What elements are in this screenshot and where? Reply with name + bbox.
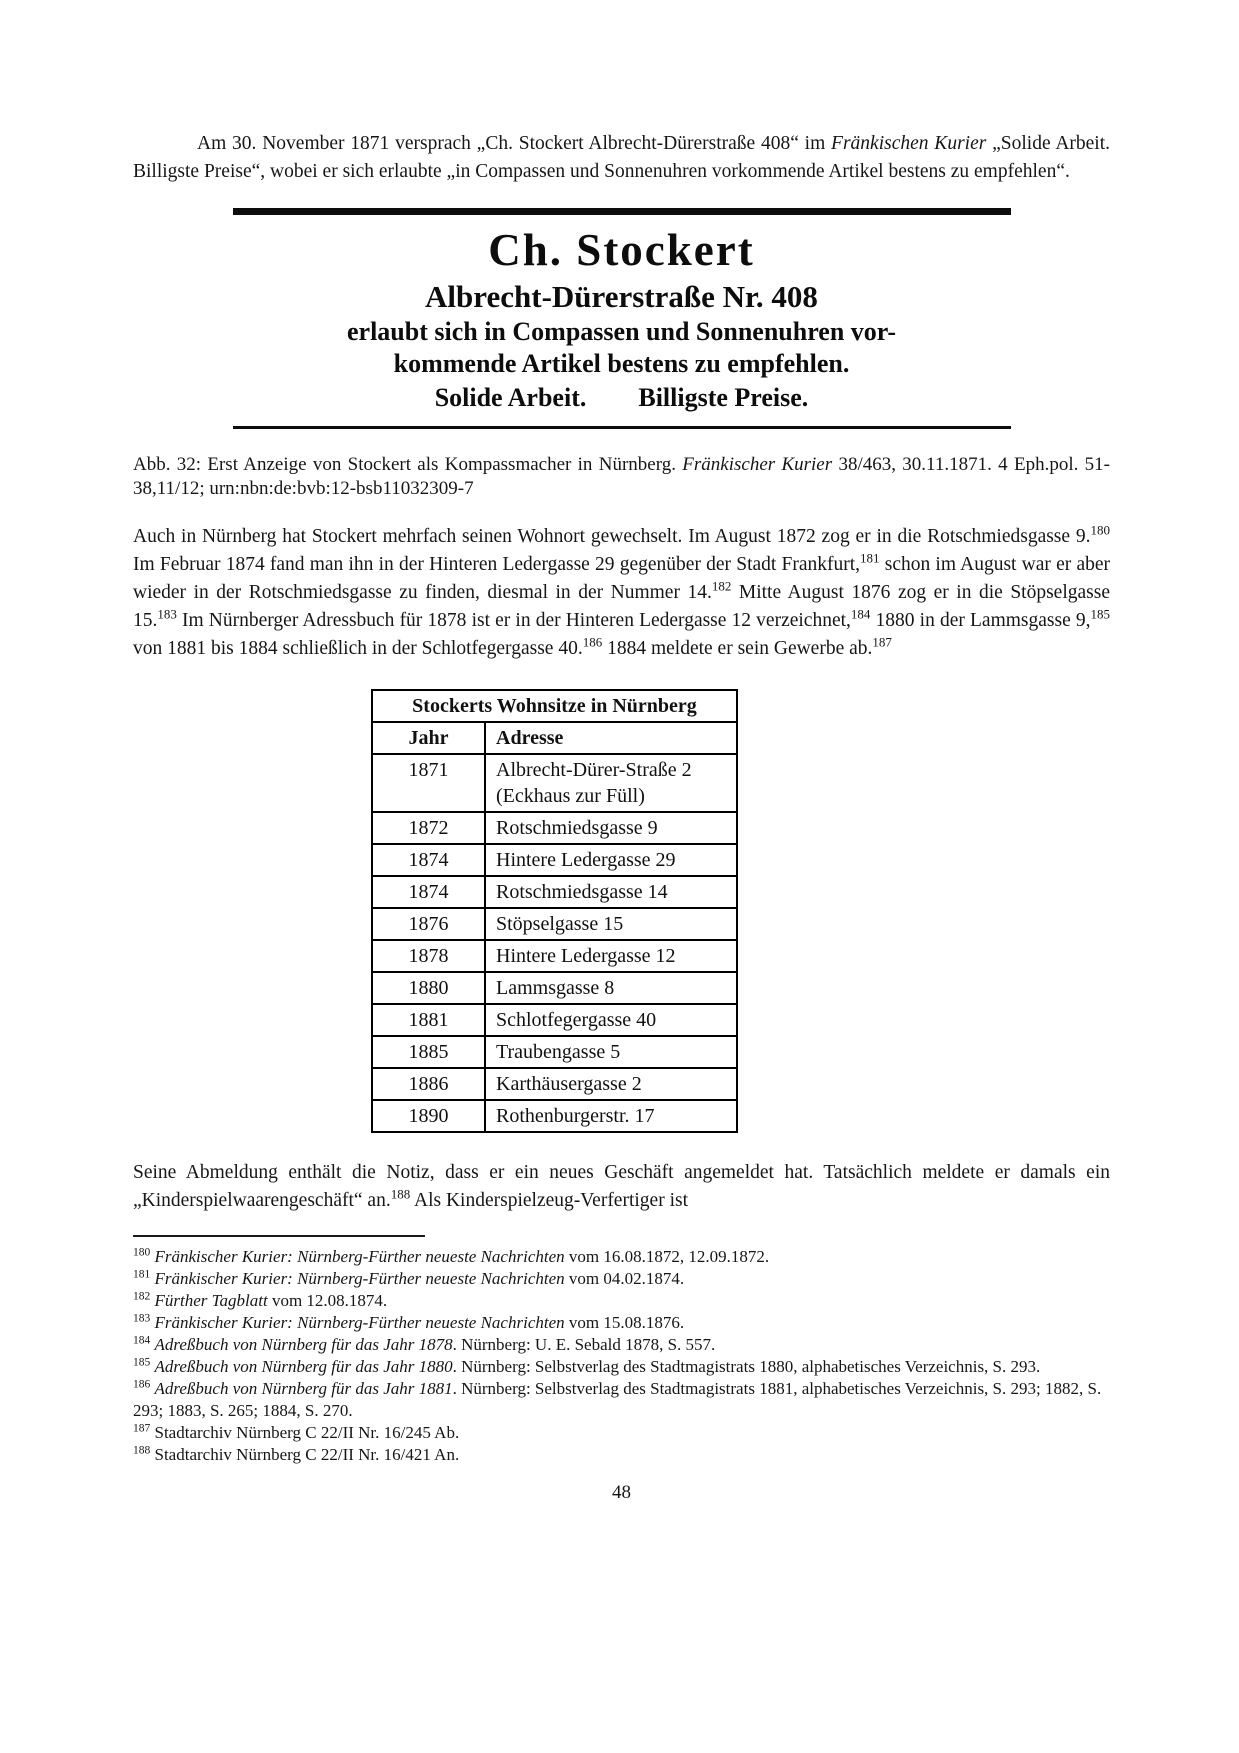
footnotes-section xyxy=(133,1246,1110,1466)
page-number: 48 xyxy=(612,1482,631,1504)
ad-body-line-1: erlaubt sich in Compassen und Sonnenuhren vor- xyxy=(346,316,897,346)
text-segment: Seine Abmeldung enthält die Notiz, dass er ein neues Geschäft angemeldet hat. Tatsächlich meldete er damals ein „Kinderspielwaarengeschäft“ an. xyxy=(133,1162,1110,1212)
table-title: Stockerts Wohnsitze in Nürnberg xyxy=(372,690,737,722)
table-header-row xyxy=(372,722,737,754)
text-segment: Im Februar 1874 fand man ihn in der Hinteren Ledergasse 29 gegenüber der Stadt Frankfurt, xyxy=(133,554,861,576)
footnote-italic: Adreßbuch von Nürnberg für das Jahr 1880 xyxy=(154,1357,453,1377)
paragraph-residences xyxy=(133,523,1110,663)
footnote-number: 184 xyxy=(133,1334,151,1347)
caption-reference: 38/463, 30.11.1871. 4 Eph.pol. 51-38,11/12; urn:nbn:de:bvb:12-bsb11032309-7 xyxy=(133,454,1110,500)
footnote-text: vom 12.08.1874. xyxy=(267,1291,388,1311)
ad-body-line-2: kommende Artikel bestens zu empfehlen. xyxy=(393,349,850,379)
footnote-italic: Fürther Tagblatt xyxy=(154,1291,268,1311)
footnote-text: Stadtarchiv Nürnberg C 22/II Nr. 16/245 Ab. xyxy=(154,1423,460,1443)
ad-slogan-line xyxy=(239,381,1005,415)
footnote-text: Stadtarchiv Nürnberg C 22/II Nr. 16/421 An. xyxy=(154,1445,460,1465)
year-cell: 1872 xyxy=(372,812,485,844)
footnote-187 xyxy=(133,1422,1110,1444)
column-header-year: Jahr xyxy=(372,722,485,754)
column-header-address: Adresse xyxy=(485,722,737,754)
table-row xyxy=(372,1100,737,1132)
address-cell: Stöpselgasse 15 xyxy=(485,908,737,940)
footnote-ref-185: 185 xyxy=(1090,606,1110,622)
year-cell: 1890 xyxy=(372,1100,485,1132)
footnote-text: . Nürnberg: Selbstverlag des Stadtmagistrats 1880, alphabetisches Verzeichnis, S. 293. xyxy=(452,1357,1041,1377)
ad-slogan-left: Solide Arbeit. xyxy=(434,382,587,412)
residences-table xyxy=(371,689,738,1133)
footnote-separator-rule xyxy=(133,1235,425,1237)
italic-title-fraenkischer-kurier: Fränkischen Kurier xyxy=(831,133,987,154)
caption-text: Abb. 32: Erst Anzeige von Stockert als Kompassmacher in Nürnberg. xyxy=(133,454,683,476)
text-segment: von 1881 bis 1884 schließlich in der Schlotfegergasse 40. xyxy=(133,638,583,660)
footnote-number: 188 xyxy=(133,1444,151,1457)
footnote-number: 185 xyxy=(133,1356,151,1369)
paragraph-intro xyxy=(133,130,1110,186)
text-segment: Am 30. November 1871 versprach „Ch. Stockert Albrecht-Dürerstraße 408“ im xyxy=(197,133,832,154)
footnote-ref-182: 182 xyxy=(711,578,732,594)
footnote-italic: Fränkischer Kurier: Nürnberg-Fürther neueste Nachrichten xyxy=(154,1247,565,1267)
text-segment: 1884 meldete er sein Gewerbe ab. xyxy=(602,638,873,660)
footnote-ref-184: 184 xyxy=(850,606,871,622)
footnote-italic: Adreßbuch von Nürnberg für das Jahr 1878 xyxy=(154,1335,453,1355)
figure-caption xyxy=(133,453,1110,501)
paragraph-closing xyxy=(133,1159,1110,1215)
footnote-text: vom 15.08.1876. xyxy=(564,1313,685,1333)
footnote-ref-183: 183 xyxy=(157,606,177,622)
text-segment: schon im August war er aber wieder in der Rotschmiedsgasse zu finden, diesmal in der Nummer 14. xyxy=(133,554,1110,604)
text-segment: Im Nürnberger Adressbuch für 1878 ist er in der Hinteren Ledergasse 12 verzeichnet, xyxy=(176,610,851,632)
footnote-186 xyxy=(133,1378,1110,1422)
address-cell: Hintere Ledergasse 12 xyxy=(485,940,737,972)
table-row xyxy=(372,1036,737,1068)
table-row xyxy=(372,972,737,1004)
ad-headline: Ch. Stockert xyxy=(488,225,755,275)
footnote-text: vom 16.08.1872, 12.09.1872. xyxy=(564,1247,770,1267)
year-cell: 1874 xyxy=(372,844,485,876)
footnote-text: . Nürnberg: U. E. Sebald 1878, S. 557. xyxy=(452,1335,716,1355)
table-row xyxy=(372,1004,737,1036)
address-cell: Rotschmiedsgasse 14 xyxy=(485,876,737,908)
footnote-ref-186: 186 xyxy=(582,634,603,650)
address-cell: Hintere Ledergasse 29 xyxy=(485,844,737,876)
footnote-ref-181: 181 xyxy=(860,550,880,566)
table-row xyxy=(372,754,737,812)
table-row xyxy=(372,1068,737,1100)
text-segment: 1880 in der Lammsgasse 9, xyxy=(870,610,1091,632)
year-cell: 1874 xyxy=(372,876,485,908)
table-row xyxy=(372,876,737,908)
address-cell: Lammsgasse 8 xyxy=(485,972,737,1004)
newspaper-advertisement-figure xyxy=(233,208,1011,429)
year-cell: 1886 xyxy=(372,1068,485,1100)
text-segment: Als Kinderspielzeug-Verfertiger ist xyxy=(410,1190,688,1212)
footnote-text: . Nürnberg: Selbstverlag des Stadtmagistrats 1881, alphabetisches Verzeichnis, S. 293; 1882, S. 293; 1883, S. 265; 1884, S. 270. xyxy=(133,1379,1102,1421)
year-cell: 1878 xyxy=(372,940,485,972)
year-cell: 1871 xyxy=(372,754,485,812)
table-title-row xyxy=(372,690,737,722)
footnote-number: 183 xyxy=(133,1312,151,1325)
footnote-ref-188: 188 xyxy=(390,1186,411,1202)
footnote-184 xyxy=(133,1334,1110,1356)
footnote-number: 187 xyxy=(133,1422,151,1435)
year-cell: 1876 xyxy=(372,908,485,940)
address-cell: Traubengasse 5 xyxy=(485,1036,737,1068)
footnote-ref-180: 180 xyxy=(1090,522,1110,538)
table-row xyxy=(372,908,737,940)
footnote-number: 181 xyxy=(133,1268,151,1281)
table-row xyxy=(372,812,737,844)
table-row xyxy=(372,940,737,972)
text-segment: „Solide Arbeit. Billigste Preise“, wobei er sich erlaubte „in Compassen und Sonnenuhren vorkommende Artikel bestens zu empfehlen“. xyxy=(133,133,1111,182)
footnote-number: 186 xyxy=(133,1378,151,1391)
year-cell: 1885 xyxy=(372,1036,485,1068)
footnote-italic: Fränkischer Kurier: Nürnberg-Fürther neueste Nachrichten xyxy=(154,1313,565,1333)
footnote-italic: Adreßbuch von Nürnberg für das Jahr 1881 xyxy=(154,1379,453,1399)
footnote-number: 182 xyxy=(133,1290,151,1303)
footnote-number: 180 xyxy=(133,1246,151,1259)
footnote-185 xyxy=(133,1356,1110,1378)
year-cell: 1881 xyxy=(372,1004,485,1036)
footnote-ref-187: 187 xyxy=(872,634,892,650)
address-cell: Rothenburgerstr. 17 xyxy=(485,1100,737,1132)
footnote-180 xyxy=(133,1246,1110,1268)
ad-address-line: Albrecht-Dürerstraße Nr. 408 xyxy=(425,279,818,315)
address-cell: Albrecht-Dürer-Straße 2 (Eckhaus zur Füll) xyxy=(485,754,737,812)
address-cell: Rotschmiedsgasse 9 xyxy=(485,812,737,844)
footnote-italic: Fränkischer Kurier: Nürnberg-Fürther neueste Nachrichten xyxy=(154,1269,565,1289)
caption-source-italic: Fränkischer Kurier xyxy=(682,454,833,476)
footnote-188 xyxy=(133,1444,1110,1466)
year-cell: 1880 xyxy=(372,972,485,1004)
ad-slogan-right: Billigste Preise. xyxy=(638,382,809,412)
footnote-182 xyxy=(133,1290,1110,1312)
text-segment: Auch in Nürnberg hat Stockert mehrfach seinen Wohnort gewechselt. Im August 1872 zog er in die Rotschmiedsgasse 9. xyxy=(133,526,1091,548)
address-cell: Schlotfegergasse 40 xyxy=(485,1004,737,1036)
footnote-text: vom 04.02.1874. xyxy=(564,1269,685,1289)
address-cell: Karthäusergasse 2 xyxy=(485,1068,737,1100)
table-row xyxy=(372,844,737,876)
footnote-183 xyxy=(133,1312,1110,1334)
text-segment: Mitte August 1876 zog er in die Stöpselgasse 15. xyxy=(133,582,1110,632)
footnote-181 xyxy=(133,1268,1110,1290)
